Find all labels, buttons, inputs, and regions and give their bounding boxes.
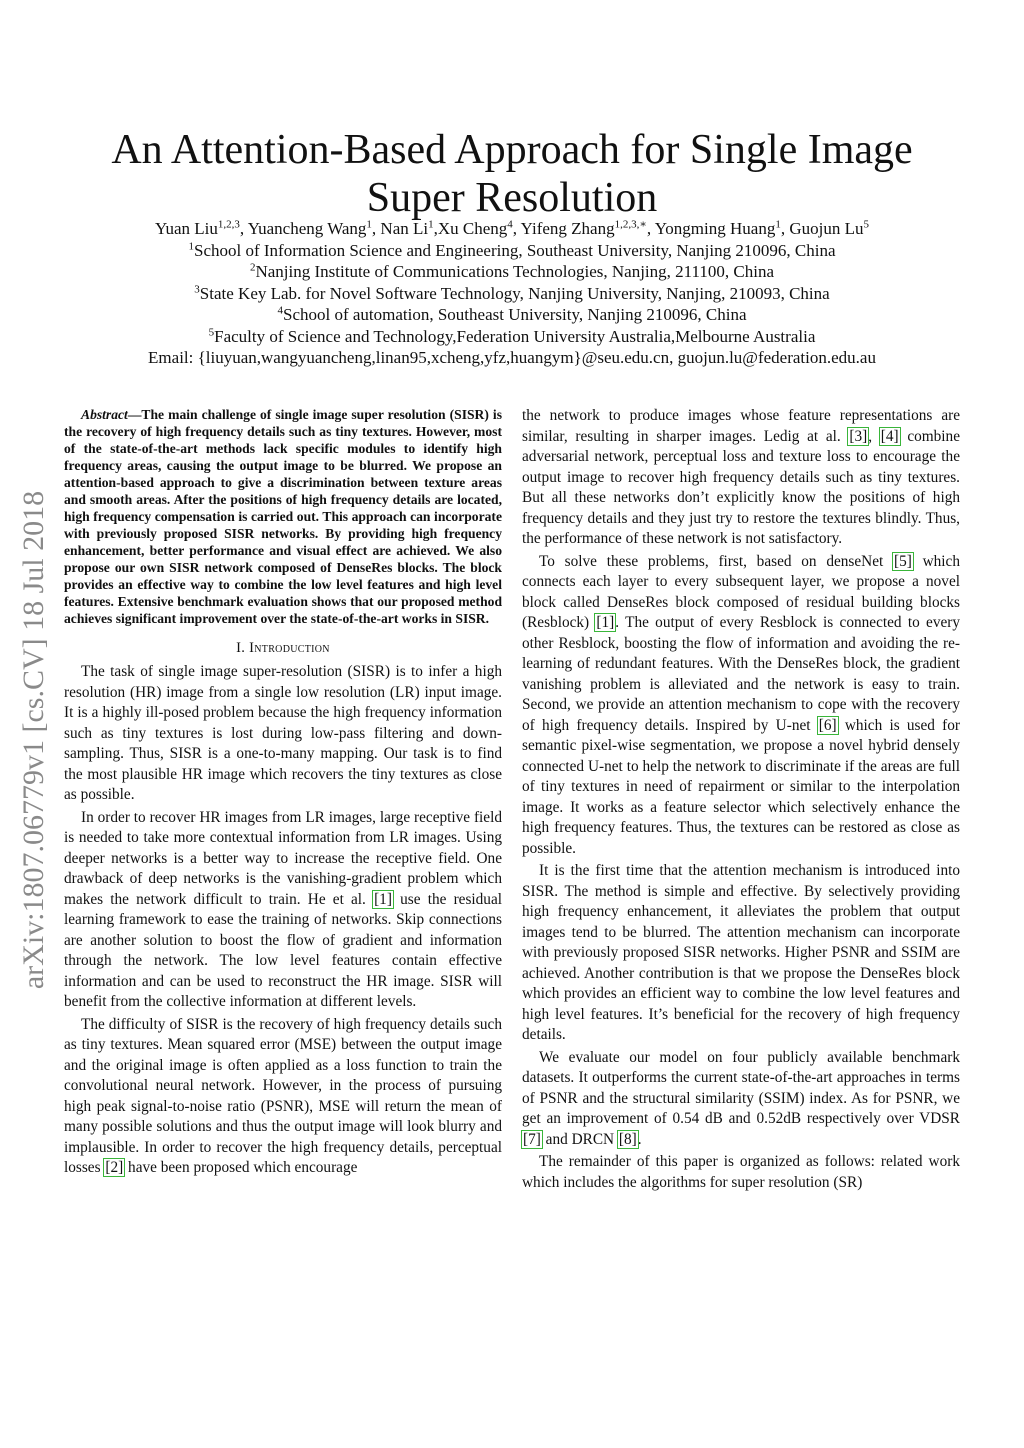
author-separator: , (433, 219, 438, 238)
author-separator: , (780, 219, 790, 238)
affiliation-sup: 4 (277, 304, 283, 317)
citation-link[interactable]: [4] (880, 427, 899, 445)
title-line-1: An Attention-Based Approach for Single Image (111, 127, 913, 174)
author-affil-sup: 1,2,3,∗ (614, 218, 647, 231)
abstract (64, 406, 502, 627)
section-number: I. (236, 640, 250, 656)
author-name: Xu Cheng (437, 219, 508, 238)
intro-paragraph-3 (64, 1015, 502, 1179)
intro-paragraph-1: The task of single image super-resolution (SISR) is to infer a high resolution (HR) image from a single low resolution (LR) input image. It is a highly ill-posed problem because the high frequency information such as tiny textures is lost during low-pass filtering and down-sampling. Thus, SISR is a one-to-many mapping. Our task is to find the most plausible HR image which recovers the tiny textures as close as possible. (64, 663, 502, 803)
text-run: . (637, 1130, 642, 1148)
text-run: which is used for semantic pixel-wise segmentation, we propose a novel hybrid densely connected U-net to help the network to discriminate if the areas are full of tiny textures in need of repairment or similar to the interpolation image. It works as a feature selector which selectively enhance the high frequency features. Thus, the textures can be restored as close as possible. (522, 716, 960, 857)
author-separator: , (646, 219, 655, 238)
title-line-2: Super Resolution (366, 175, 658, 222)
author-name: Yifeng Zhang (520, 219, 615, 238)
author-affil-sup: 1,2,3 (217, 218, 240, 231)
author-name: Yuancheng Wang (247, 219, 367, 238)
author-affil-sup: 5 (863, 218, 869, 231)
author-affil-sup: 1 (428, 218, 434, 231)
text-run: have been proposed which encourage (124, 1159, 358, 1176)
section-title: Introduction (249, 640, 330, 656)
text-run: The difficulty of SISR is the recovery of high frequency details such as tiny textures. Mean squared error (MSE) between the output image and the original image is often applied as a loss function to train the convolutional neural network. However, in the process of pursuing high peak signal-to-noise ratio (PSNR), MSE will return the mean of many possible solutions and thus the output image will look blurry and implausible. In order to recover the high frequency details, perceptual losses (64, 1015, 502, 1176)
affiliation-sup: 5 (208, 325, 215, 338)
author-name: Guojun Lu (789, 219, 864, 238)
affiliation-sup: 2 (249, 261, 256, 274)
text-run: the network to produce images whose feature representations are similar, resulting in sharper images. Ledig at al. (522, 407, 960, 445)
author-name: Yongming Huang (654, 219, 776, 238)
citation-link[interactable]: [6] (818, 716, 837, 734)
affiliation-text: Nanjing Institute of Communications Technologies, Nanjing, 211100, China (255, 262, 774, 281)
left-column (64, 406, 502, 1179)
author-affil-sup: 1 (775, 218, 781, 231)
intro-paragraph-3-continued (522, 406, 960, 550)
text-run: In order to recover HR images from LR images, large receptive field is needed to take more contextual information from LR images. Using deeper networks is a better way to increase the receptive field. One drawback of deep networks is the vanishing-gradient problem which makes the network difficult to train. He et al. (64, 808, 502, 908)
text-run: . The output of every Resblock is connected to every other Resblock, boosting the flow of information and avoiding the re-learning of redundant features. With the DenseRes block, the gradient vanishing problem is alleviated and the network is easy to train. Second, we provide an attention mechanism to cope with the recovery of high frequency details. Inspired by U-net (522, 614, 960, 734)
author-separator: , (512, 219, 521, 238)
text-run: , (868, 427, 880, 445)
text-run: and DRCN (541, 1130, 618, 1148)
affiliation-text: School of Information Science and Engineering, Southeast University, Nanjing 210096, China (194, 240, 836, 260)
citation-link[interactable]: [1] (374, 890, 392, 908)
citation-link[interactable]: [2] (105, 1159, 124, 1176)
right-column (522, 406, 960, 1193)
affiliation-4 (40, 304, 984, 326)
author-block (40, 218, 984, 369)
text-run: combine adversarial network, perceptual loss and texture loss to encourage the output image to recover high frequency details such as tiny textures. But all these networks don’t explicitly know the positions of high frequency details and they just try to restore the textures blindly. Thus, the performance of these network is not satisfactory. (522, 427, 960, 547)
affiliation-sup: 3 (194, 282, 200, 295)
author-name: Yuan Liu (155, 219, 218, 238)
affiliation-5 (40, 326, 984, 348)
intro-paragraph-5: It is the first time that the attention mechanism is introduced into SISR. The method is simple and effective. By selectively providing high frequency enhancement, it alleviates the problem that output images tend to be blurred. The attention mechanism can incorporate with previously proposed SISR networks. Higher PSNR and SSIM are achieved. Another contribution is that we propose the DenseRes block which provides an efficient way to combine the low level features and high level features. It’s beneficial for the recovery of high frequency details. (522, 862, 960, 1043)
affiliation-3 (40, 283, 984, 305)
intro-paragraph-4 (522, 552, 960, 860)
intro-paragraph-2 (64, 808, 502, 1013)
text-run: To solve these problems, first, based on denseNet (539, 552, 893, 570)
text-run: We evaluate our model on four publicly available benchmark datasets. It outperforms the current state-of-the-art approaches in terms of PSNR and the structural similarity (SSIM) index. As for PSNR, we get an improvement of 0.54 dB and 0.52dB respectively over VDSR (522, 1048, 960, 1127)
section-heading-introduction (64, 638, 502, 658)
intro-paragraph-6 (522, 1048, 960, 1151)
affiliation-2 (40, 261, 984, 283)
citation-link[interactable]: [1] (596, 614, 615, 631)
text-run: use the residual learning framework to ease the training of networks. Skip connections are another solution to boost the flow of gradient and information through the network. The low level features contain effective information and can be used to reconstruct the HR image. SISR will benefit from the collective information at different levels. (64, 890, 502, 1010)
text-run: which connects each layer to every subsequent layer, we propose a novel block called DenseRes block composed of residual building blocks (Resblock) (522, 552, 960, 631)
author-name: Nan Li (380, 219, 429, 238)
intro-paragraph-7: The remainder of this paper is organized as follows: related work which includes the algorithms for super resolution (SR) (522, 1153, 960, 1191)
citation-link[interactable]: [8] (618, 1130, 637, 1148)
citation-link[interactable]: [3] (849, 427, 868, 445)
author-list (40, 218, 984, 240)
arxiv-stamp: arXiv:1807.06779v1 [cs.CV] 18 Jul 2018 (17, 490, 50, 990)
abstract-body: —The main challenge of single image super resolution (SISR) is the recovery of high frequency details such as tiny textures. However, most of the state-of-the-art methods lack specific modules to identify high frequency areas, causing the output image to be blurred. We propose an attention-based approach to give a discrimination between texture areas and smooth areas. After the positions of high frequency details are located, high frequency compensation is carried out. This approach can incorporate with previously proposed SISR networks. By providing high frequency enhancement, better performance and visual effect are achieved. We also propose our own SISR network composed of DenseRes blocks. The block provides an effective way to combine the low level features and high level features. Extensive benchmark evaluation shows that our proposed method achieves significant improvement over the state-of-the-art works in SISR. (64, 407, 502, 626)
affiliation-text: State Key Lab. for Novel Software Technology, Nanjing University, Nanjing, 210093, China (199, 283, 830, 303)
citation-link[interactable]: [5] (894, 552, 912, 570)
author-separator: , (239, 219, 248, 238)
author-affil-sup: 4 (507, 218, 513, 231)
paper-title (60, 126, 964, 222)
author-affil-sup: 1 (366, 218, 372, 231)
email-line: Email: {liuyuan,wangyuancheng,linan95,xcheng,yfz,huangym}@seu.edu.cn, guojun.lu@federation.edu.au (148, 348, 876, 367)
abstract-lead: Abstract (81, 407, 128, 422)
affiliation-sup: 1 (188, 239, 195, 252)
affiliation-text: Faculty of Science and Technology,Federation University Australia,Melbourne Australia (214, 326, 816, 346)
citation-link[interactable]: [7] (523, 1130, 541, 1148)
author-separator: , (371, 219, 381, 238)
affiliation-1 (40, 240, 984, 262)
affiliation-text: School of automation, Southeast University, Nanjing 210096, China (282, 305, 747, 324)
